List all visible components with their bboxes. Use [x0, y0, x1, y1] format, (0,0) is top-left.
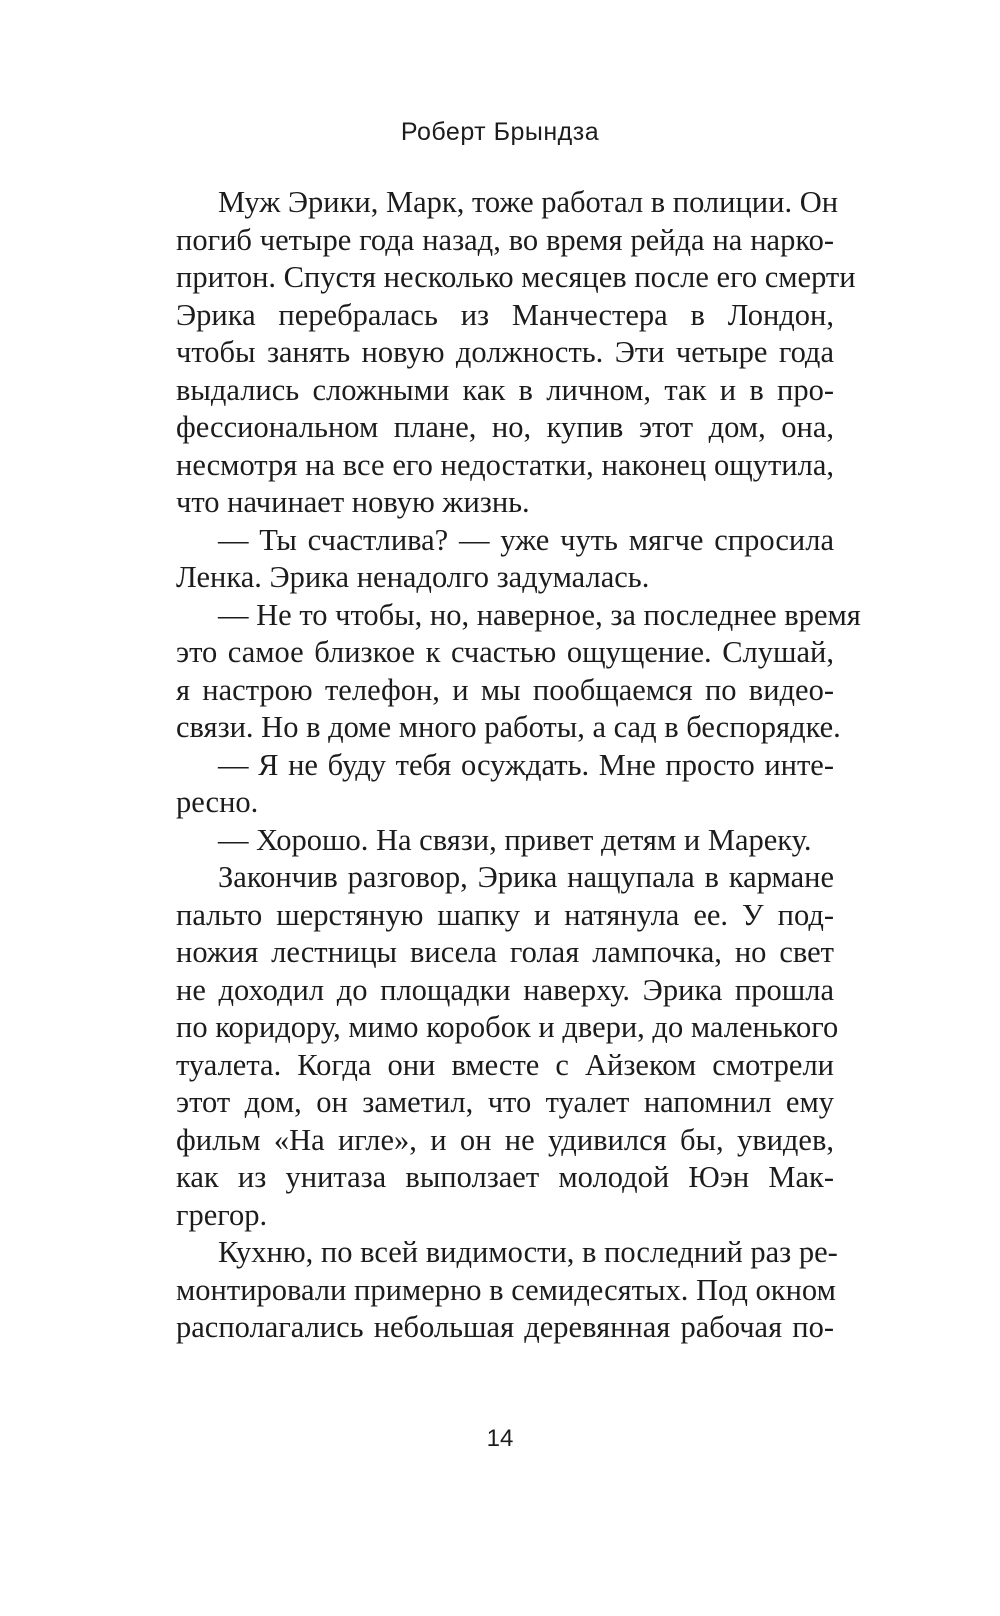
- text-line: ресно.: [176, 785, 259, 819]
- text-line: фильм «На игле», и он не удивился бы, увидев,: [176, 1122, 834, 1157]
- text-line: я настрою телефон, и мы пообщаемся по видео-: [176, 672, 834, 707]
- text-line: Ленка. Эрика ненадолго задумалась.: [176, 560, 650, 594]
- text-line: этот дом, он заметил, что туалет напомнил ему: [176, 1085, 834, 1119]
- text-line: туалета. Когда они вместе с Айзеком смотрели: [176, 1047, 834, 1082]
- text-line: что начинает новую жизнь.: [176, 485, 530, 519]
- text-line: монтировали примерно в семидесятых. Под окном: [176, 1272, 836, 1307]
- text-line: ножия лестницы висела голая лампочка, но свет: [176, 935, 834, 969]
- text-line: несмотря на все его недостатки, наконец ощутила,: [176, 447, 834, 482]
- text-line: как из унитаза выползает молодой Юэн Мак-: [176, 1160, 834, 1194]
- body-text: [176, 184, 861, 1347]
- text-line: погиб четыре года назад, во время рейда на нарко-: [176, 222, 834, 257]
- text-line: связи. Но в доме много работы, а сад в беспорядке.: [176, 710, 841, 744]
- text-line: располагались небольшая деревянная рабочая по-: [176, 1310, 834, 1344]
- text-line: пальто шерстяную шапку и натянула ее. У под-: [176, 897, 834, 932]
- text-line: не доходил до площадки наверху. Эрика прошла: [176, 972, 834, 1007]
- running-header-author: Роберт Брындза: [400, 118, 600, 146]
- text-line: по коридору, мимо коробок и двери, до маленького: [176, 1010, 839, 1044]
- text-line: чтобы занять новую должность. Эти четыре года: [176, 335, 834, 369]
- text-line: это самое близкое к счастью ощущение. Слушай,: [176, 635, 834, 669]
- text-line: грегор.: [176, 1197, 268, 1232]
- text-line: притон. Спустя несколько месяцев после его смерти: [176, 260, 856, 294]
- page-number: 14: [486, 1425, 514, 1452]
- text-line: Эрика перебралась из Манчестера в Лондон,: [176, 297, 834, 332]
- text-line: Кухню, по всей видимости, в последний раз ре-: [218, 1235, 838, 1269]
- text-line: Закончив разговор, Эрика нащупала в кармане: [218, 860, 834, 894]
- text-line: — Ты счастлива? — уже чуть мягче спросила: [218, 522, 834, 557]
- text-line: выдались сложными как в личном, так и в про-: [176, 372, 834, 407]
- text-line: фессиональном плане, но, купив этот дом, она,: [176, 410, 834, 444]
- text-line: — Я не буду тебя осуждать. Мне просто инте-: [218, 747, 834, 782]
- text-line: — Хорошо. На связи, привет детям и Мареку.: [218, 822, 812, 857]
- text-line: Муж Эрики, Марк, тоже работал в полиции. Он: [218, 185, 839, 219]
- text-line: — Не то чтобы, но, наверное, за последнее время: [218, 597, 861, 632]
